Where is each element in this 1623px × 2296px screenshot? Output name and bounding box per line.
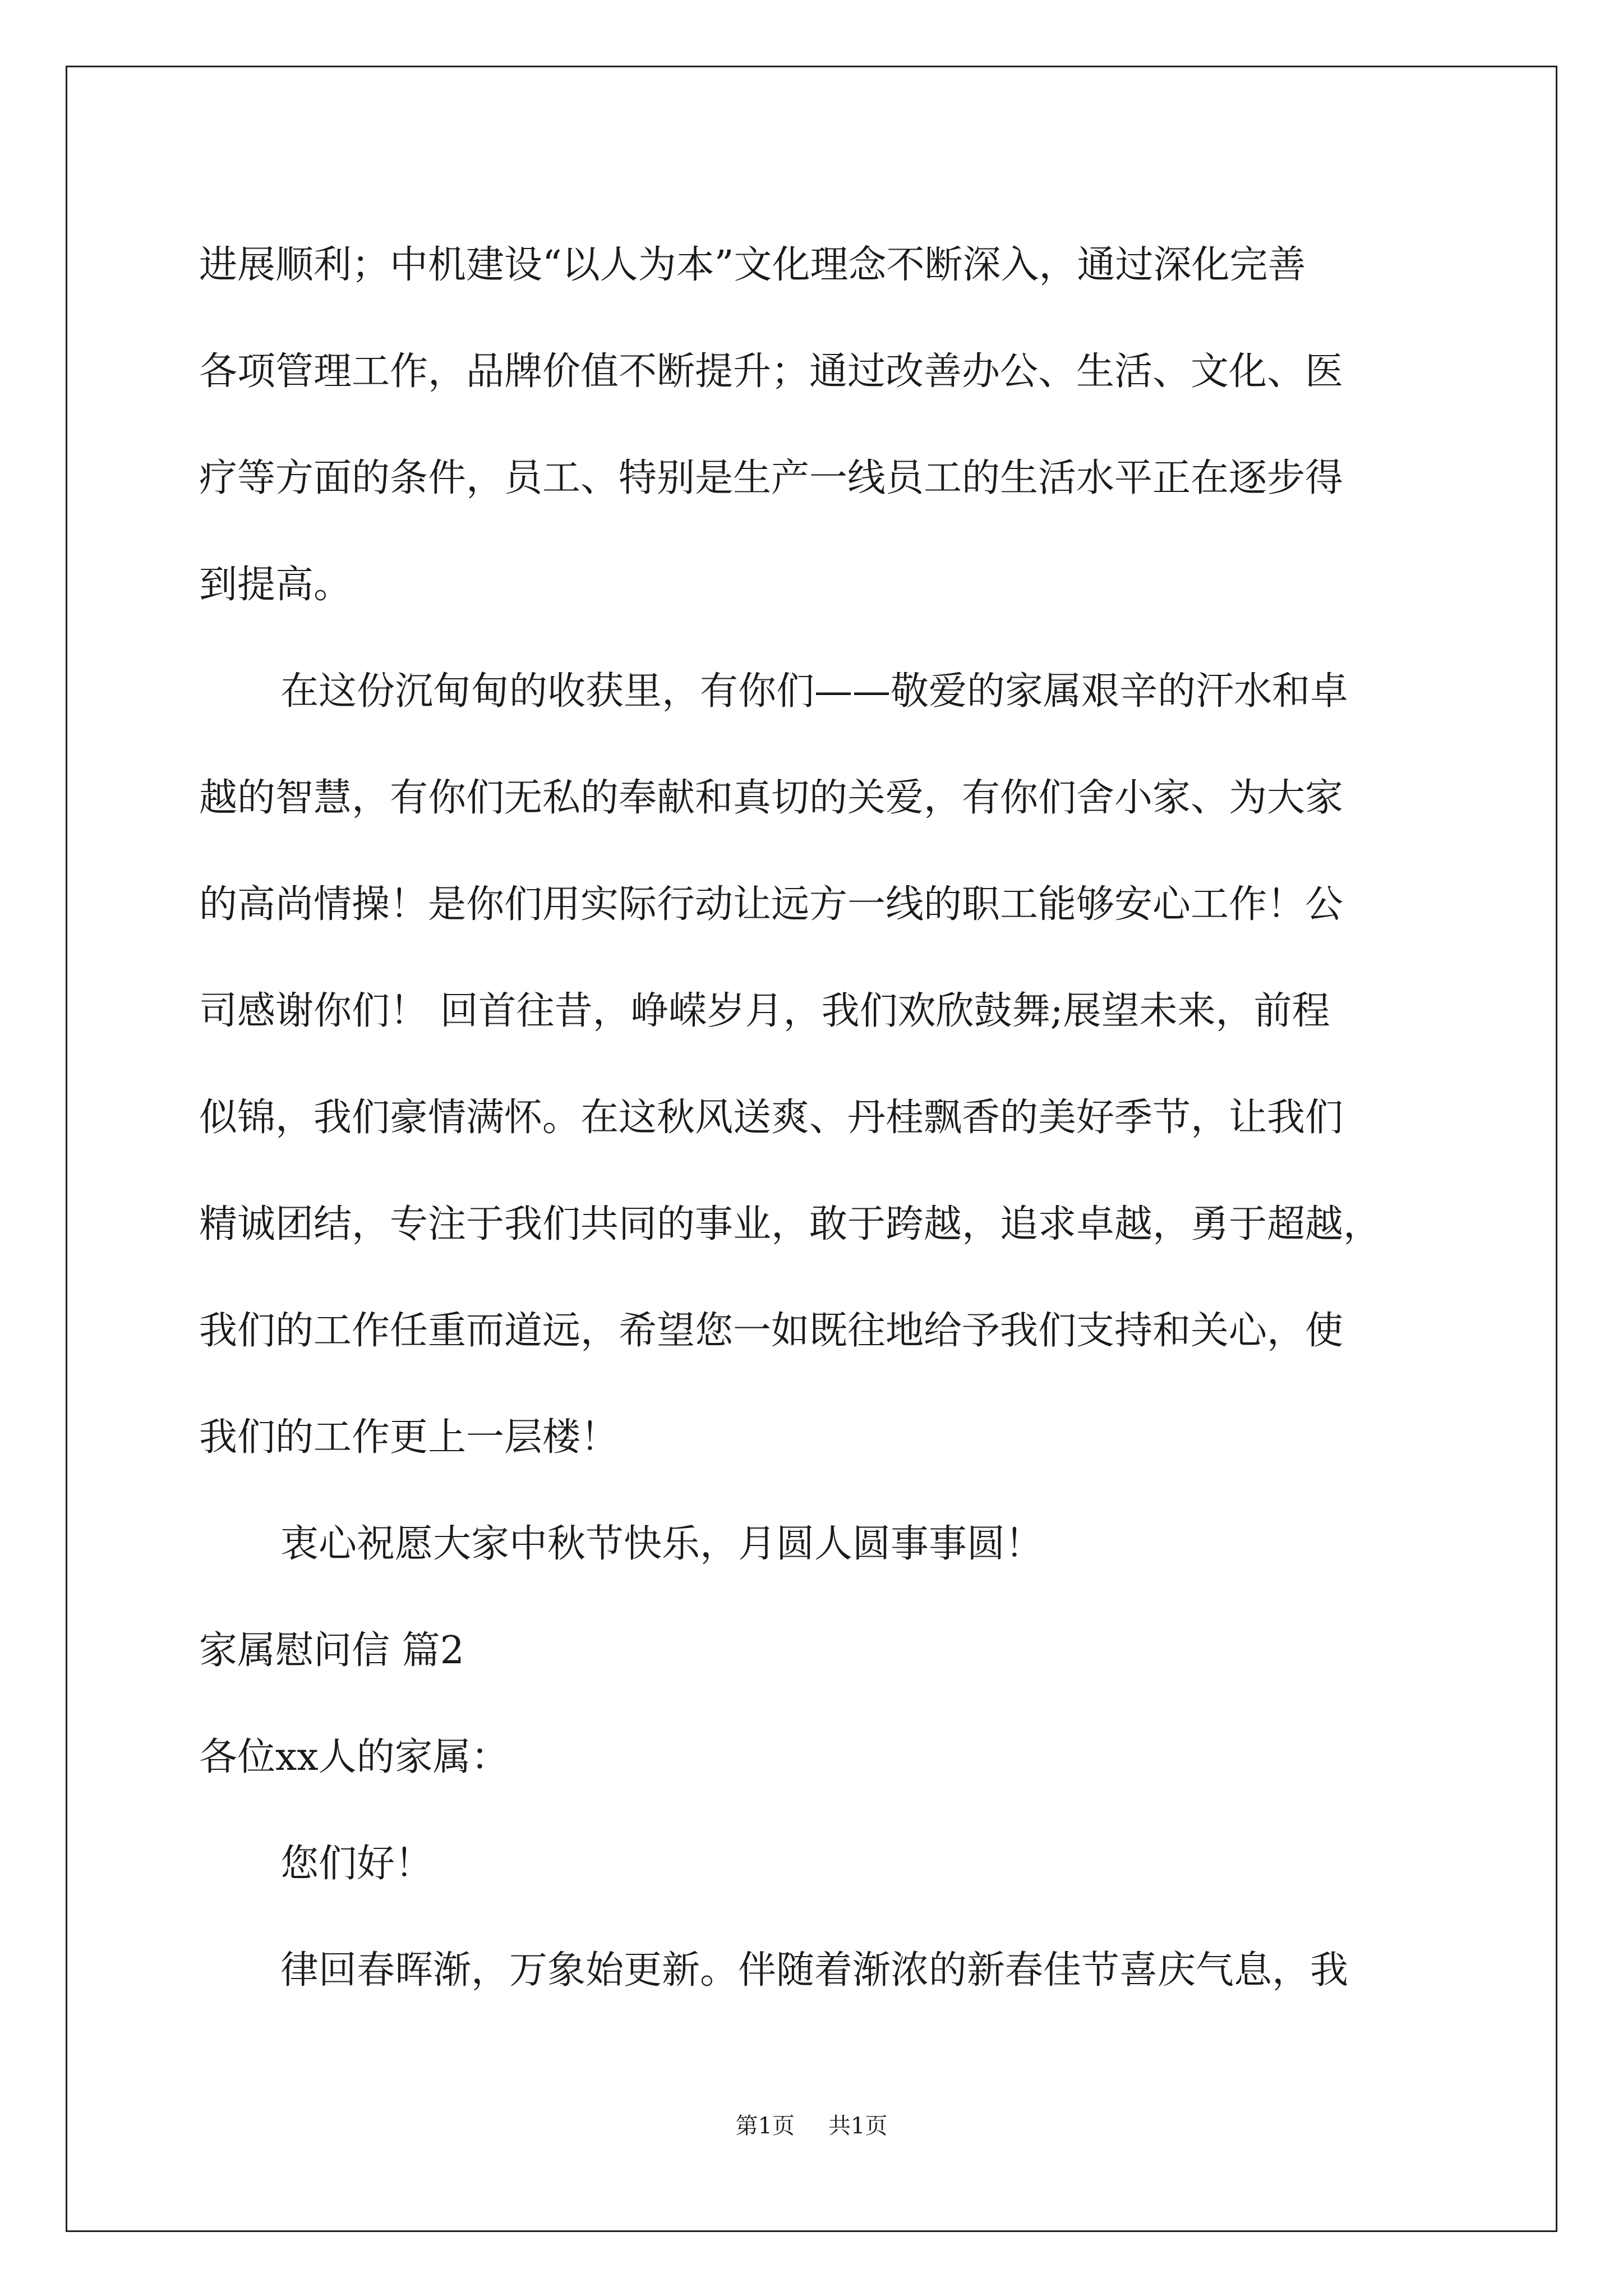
text-line-6: 越的智慧，有你们无私的奉献和真切的关爱，有你们舍小家、为大家	[199, 776, 1344, 820]
text-line-1: 进展顺利；中机建设“以人为本”文化理念不断深入，通过深化完善	[199, 243, 1306, 287]
text-line-13: 衷心祝愿大家中秋节快乐，月圆人圆事事圆！	[280, 1522, 1044, 1566]
text-line-3: 疗等方面的条件，员工、特别是生产一线员工的生活水平正在逐步得	[199, 456, 1344, 500]
text-line-10: 精诚团结，专注于我们共同的事业，敢于跨越，追求卓越，勇于超越，	[199, 1202, 1382, 1246]
text-line-11: 我们的工作任重而道远，希望您一如既往地给予我们支持和关心，使	[199, 1309, 1344, 1353]
section-heading: 家属慰问信 篇2	[199, 1628, 464, 1673]
greeting: 您们好！	[280, 1842, 434, 1886]
text-line-7: 的高尚情操！是你们用实际行动让远方一线的职工能够安心工作！公	[199, 882, 1344, 927]
text-line-5: 在这份沉甸甸的收获里，有你们——敬爱的家属艰辛的汗水和卓	[280, 669, 1349, 714]
page-footer	[0, 2109, 1623, 2143]
salutation: 各位xx人的家属：	[199, 1735, 509, 1779]
text-line-9: 似锦，我们豪情满怀。在这秋风送爽、丹桂飘香的美好季节，让我们	[199, 1096, 1344, 1140]
page-total: 共1页	[828, 2113, 888, 2139]
page-number: 第1页	[735, 2113, 795, 2139]
text-line-8: 司感谢你们！ 回首往昔，峥嵘岁月，我们欢欣鼓舞;展望未来，前程	[199, 989, 1330, 1033]
text-line-2: 各项管理工作，品牌价值不断提升；通过改善办公、生活、文化、医	[199, 349, 1344, 394]
text-line-4: 到提高。	[199, 563, 352, 607]
text-line-17: 律回春晖渐，万象始更新。伴随着渐浓的新春佳节喜庆气息，我	[280, 1948, 1349, 1993]
document-body	[199, 212, 1433, 2024]
text-line-12: 我们的工作更上一层楼！	[199, 1415, 619, 1460]
